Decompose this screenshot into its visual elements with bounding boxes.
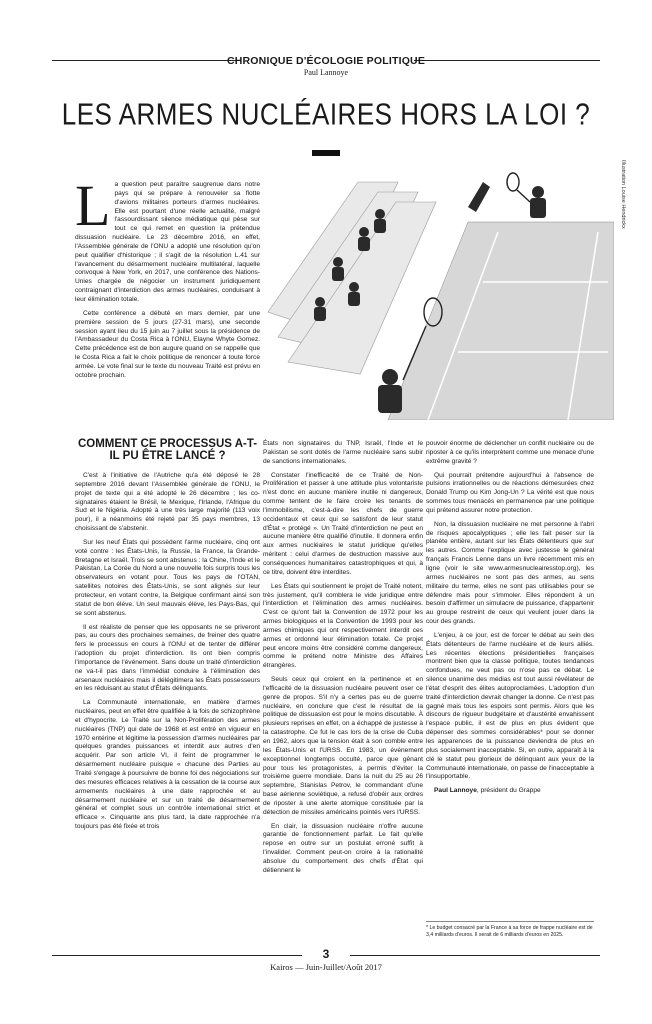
column-3 [426,440,594,801]
column-1-paragraph: Sur les neuf États qui possèdent l'arme nucléaire, cinq ont voté contre : les États-Unis, la Russie, la France, la Grande-Bretagne et Israël. Trois se sont abstenus : la Chine, l'Inde et le Pakistan. La Corée du Nord a une nouvelle fois surpris tous les observateurs en votant pour. Tous les pays de l'OTAN, satellites notoires des États-Unis, se sont alignés sur leur protecteur, en votant contre, la Belgique confirmant ainsi son statut de bon élève. Un seul mauvais élève, les Pays-Bas, qui se sont abstenus. [75,538,260,617]
footnote: * Le budget consacré par la France à sa force de frappe nucléaire est de 3,4 milliards d'euros. Il serait de 6 milliards d'euros en 2025. [426,925,593,938]
ornament-divider [312,150,340,156]
column-1-paragraph: La Communauté internationale, en matière d'armes nucléaires, peut en effet être qualifiée à la fois de schizophrène et d'hypocrite. Le Traité sur la Non-Prolifération des armes nucléaires (TNP) qui date de 1968 et est entré en vigueur en 1970 entérine et légitime la possession d'armes nucléaires par quelques grandes puissances et interdit aux autres d'en acquérir. Par son article VI, il feint de programmer le désarmement nucléaire puisque « chacune des Parties au Traité s'engage à poursuivre de bonne foi des négociations sur des mesures efficaces relatives à la cessation de la course aux armements nucléaires à une date rapprochée et au désarmement nucléaire et sur un traité de désarmement général et complet sous un contrôle international strict et efficace ». Cinquante ans plus tard, la date rapprochée n'a toujours pas été fixée et trois [75,699,260,831]
subheading: COMMENT CE PROCESSUS A-T-IL PU ÊTRE LANCÉ ? [77,438,258,462]
intro-paragraph-2: Cette conférence a débuté en mars dernier, par une première session de 5 jours (27-31 mars), une seconde session ayant lieu du 15 juin au 7 juillet sous la présidence de l'Ambassadeur du Costa Rica à l'ONU, Elayne Whyte Gomez. Cette précédence est de bon augure quand on se rappelle que le Costa Rica a fait le choix politique de renoncer à toute force armée. Le vote final sur le texte du nouveau Traité est prévu en octobre prochain. [75,309,260,379]
signature-role: , président du Grappe [476,787,541,795]
column-3-paragraph: Qui pourrait prétendre aujourd'hui à l'absence de pulsions irrationnelles ou de réactions démesurées chez Donald Trump ou Kim Jong-Un ? La vérité est que nous sommes tous menacés en permanence par une politique qui prétend assurer notre protection. [426,471,594,514]
column-3-paragraph: Non, la dissuasion nucléaire ne met personne à l'abri de risques apocalyptiques ; elle les fait peser sur la planète entière, autant sur les États détenteurs que sur les autres. Comme l'explique avec justesse le général français Francis Lenne dans un livre récemment mis en ligne (voir le site www.armesnucleairesstop.org), les armes nucléaires ne sont pas des armes, au sens militaire du terme, elles ne sont pas utilisables pour se défendre mais pour s'immoler. Elles répondent à un besoin d'affirmer un simulacre de puissance, d'appartenir au groupe restreint de ceux qui veulent jouer dans la cour des grands. [426,520,594,626]
intro-paragraph-1: La question peut paraître saugrenue dans notre pays qui se prépare à renouveler sa flotte d'avions militaires porteurs d'armes nucléaires. Elle est pourtant d'une réelle actualité, malgré l'assourdissant silence médiatique qui pèse sur tout ce qui remet en question la prétendue dissuasion nucléaire. Le 23 décembre 2016, en effet, l'Assemblée générale de l'ONU a adopté une résolution qu'on peut qualifier d'historique ; il s'agit de la résolution L.41 sur l'avancement du désarmement nucléaire multilatéral, laquelle convoque à New York, en 2017, une conférence des Nations-Unies chargée de négocier un instrument juridiquement contraignant d'interdiction des armes nucléaires, conduisant à leur élimination totale. [75,173,260,303]
signature [426,787,594,796]
column-3-paragraph: L'enjeu, à ce jour, est de forcer le débat au sein des États détenteurs de l'arme nucléaire et de leurs alliés. Les récentes élections présidentielles françaises montrent bien que la classe politique, toutes tendances confondues, ne veut pas ou n'ose pas ce débat. Le silence unanime des médias est tout aussi révélateur de l'état d'esprit des élites autoproclamées. L'adoption d'un traité d'interdiction devrait changer la donne. Ce n'est pas gagné mais tous les espoirs sont permis. Alors que les discours de rigueur budgétaire et d'austérité envahissent l'espace public, il est de plus en plus évident que dépenser des sommes considérables* pour se donner les apparences de la puissance deviendra de plus en plus socialement inacceptable. Si, en outre, apparaît à la clé le statut peu glorieux de délinquant aux yeux de la Communauté internationale, on passe de l'inacceptable à l'insupportable. [426,631,594,781]
footnote-rule [426,921,594,922]
column-1 [75,438,260,832]
footer-publication: Kairos — Juin-Juillet/Août 2017 [270,962,382,972]
column-2 [263,440,423,876]
column-1-paragraph: C'est à l'initiative de l'Autriche qu'a été déposé le 28 septembre 2016 devant l'Assemblée générale de l'ONU, le projet de texte qui a été adopté le 26 décembre ; les co-signataires étaient le Brésil, le Mexique, l'Irlande, l'Afrique du Sud et le Nigéria. Adopté à une très large majorité (113 voix pour), il a néanmoins été rejeté par 35 pays membres, 13 choisissant de s'abstenir. [75,472,260,533]
column-2-paragraph: En clair, la dissuasion nucléaire n'offre aucune garantie de fonctionnement parfait. Le fait qu'elle repose en outre sur un postulat erroné suffit à l'invalider. Comment peut-on croire à la rationalité absolue du comportement des chefs d'État qui détiennent le [263,822,423,874]
page-number: 3 [322,947,330,961]
rubric-title: CHRONIQUE D'ÉCOLOGIE POLITIQUE [226,55,426,67]
column-2-paragraph: Seuls ceux qui croient en la pertinence et en l'efficacité de la dissuasion nucléaire peuvent oser ce genre de propos. S'il n'y a certes pas eu de guerre nucléaire, en conclure que c'est le résultat de la politique de dissuasion est pour le moins discutable. À plusieurs reprises en effet, on a échappé de justesse à la catastrophe. Ce fut le cas lors de la crise de Cuba en 1962, alors que la tension était à son comble entre les États-Unis et l'URSS. En 1983, un événement exceptionnel longtemps occulté, parce que gênant pour tous les protagonistes, a permis d'éviter la troisième guerre mondiale. Dans la nuit du 25 au 26 septembre, Stanislas Petrov, le commandant d'une base aérienne soviétique, a refusé d'obéir aux ordres de riposter à une alerte atomique constituée par la détection de missiles américains pointés vers l'URSS. [263,676,423,816]
rubric-author: Paul Lannoye [303,68,349,77]
illustration-credit: Illustration Louise Hendrickx [620,160,626,229]
intro-column [75,173,260,386]
column-2-paragraph: Les États qui soutiennent le projet de Traité notent, très justement, qu'il comblera le vide juridique entre l'interdiction et l'élimination des armes nucléaires. C'est ce qu'ont fait la Convention de 1972 pour les armes biologiques et la Convention de 1993 pour les armes chimiques qui ont respectivement interdit ces armes et ordonné leur élimination totale. Ce projet peut encore moins être considéré comme dangereux, comme le prétend notre Ministre des Affaires étrangères. [263,582,423,670]
signature-name: Paul Lannoye [434,787,477,795]
column-1-paragraph: Il est réaliste de penser que les opposants ne se priveront pas, au cours des prochaines semaines, de freiner des quatre fers le processus en cours à l'ONU et de tenter de différer l'adoption du projet d'interdiction. Ils ont bien compris l'importance de l'événement. Sans doute un traité d'interdiction ne va-t-il pas dans l'immédiat conduire à l'élimination des arsenaux nucléaires mais il délégitimera les États possesseurs en les réduisant au statut d'États délinquants. [75,623,260,693]
headline: LES ARMES NUCLÉAIRES HORS LA LOI ? [61,96,591,132]
column-3-paragraph: pouvoir énorme de déclencher un conflit nucléaire ou de riposter à ce qu'ils interprètent comme une menace d'une extrême gravité ? [426,440,594,465]
drop-cap: L [75,173,111,238]
column-2-paragraph: Constater l'inefficacité de ce Traité de Non-Prolifération et passer à une attitude plus volontariste n'est donc en aucune manière inutile ni dangereux, comme tentent de le faire croire les tenants de l'immobilisme, c'est-à-dire les chefs de guerre occidentaux et ceux qui se satisfont de leur statut d'État « protégé ». Un Traité d'interdiction ne peut en aucune manière être qualifié d'inutile. Il donnera enfin aux armes nucléaires le statut juridique qu'elles méritent : celui d'armes de destruction massive aux conséquences humanitaires catastrophiques et qui, à ce titre, doivent être interdites. [263,471,423,576]
tennis-court-illustration [268,162,614,420]
column-2-paragraph: États non signataires du TNP, Israël, l'Inde et le Pakistan se sont dotés de l'arme nucléaire sans subir de sanctions internationales. [263,440,423,465]
